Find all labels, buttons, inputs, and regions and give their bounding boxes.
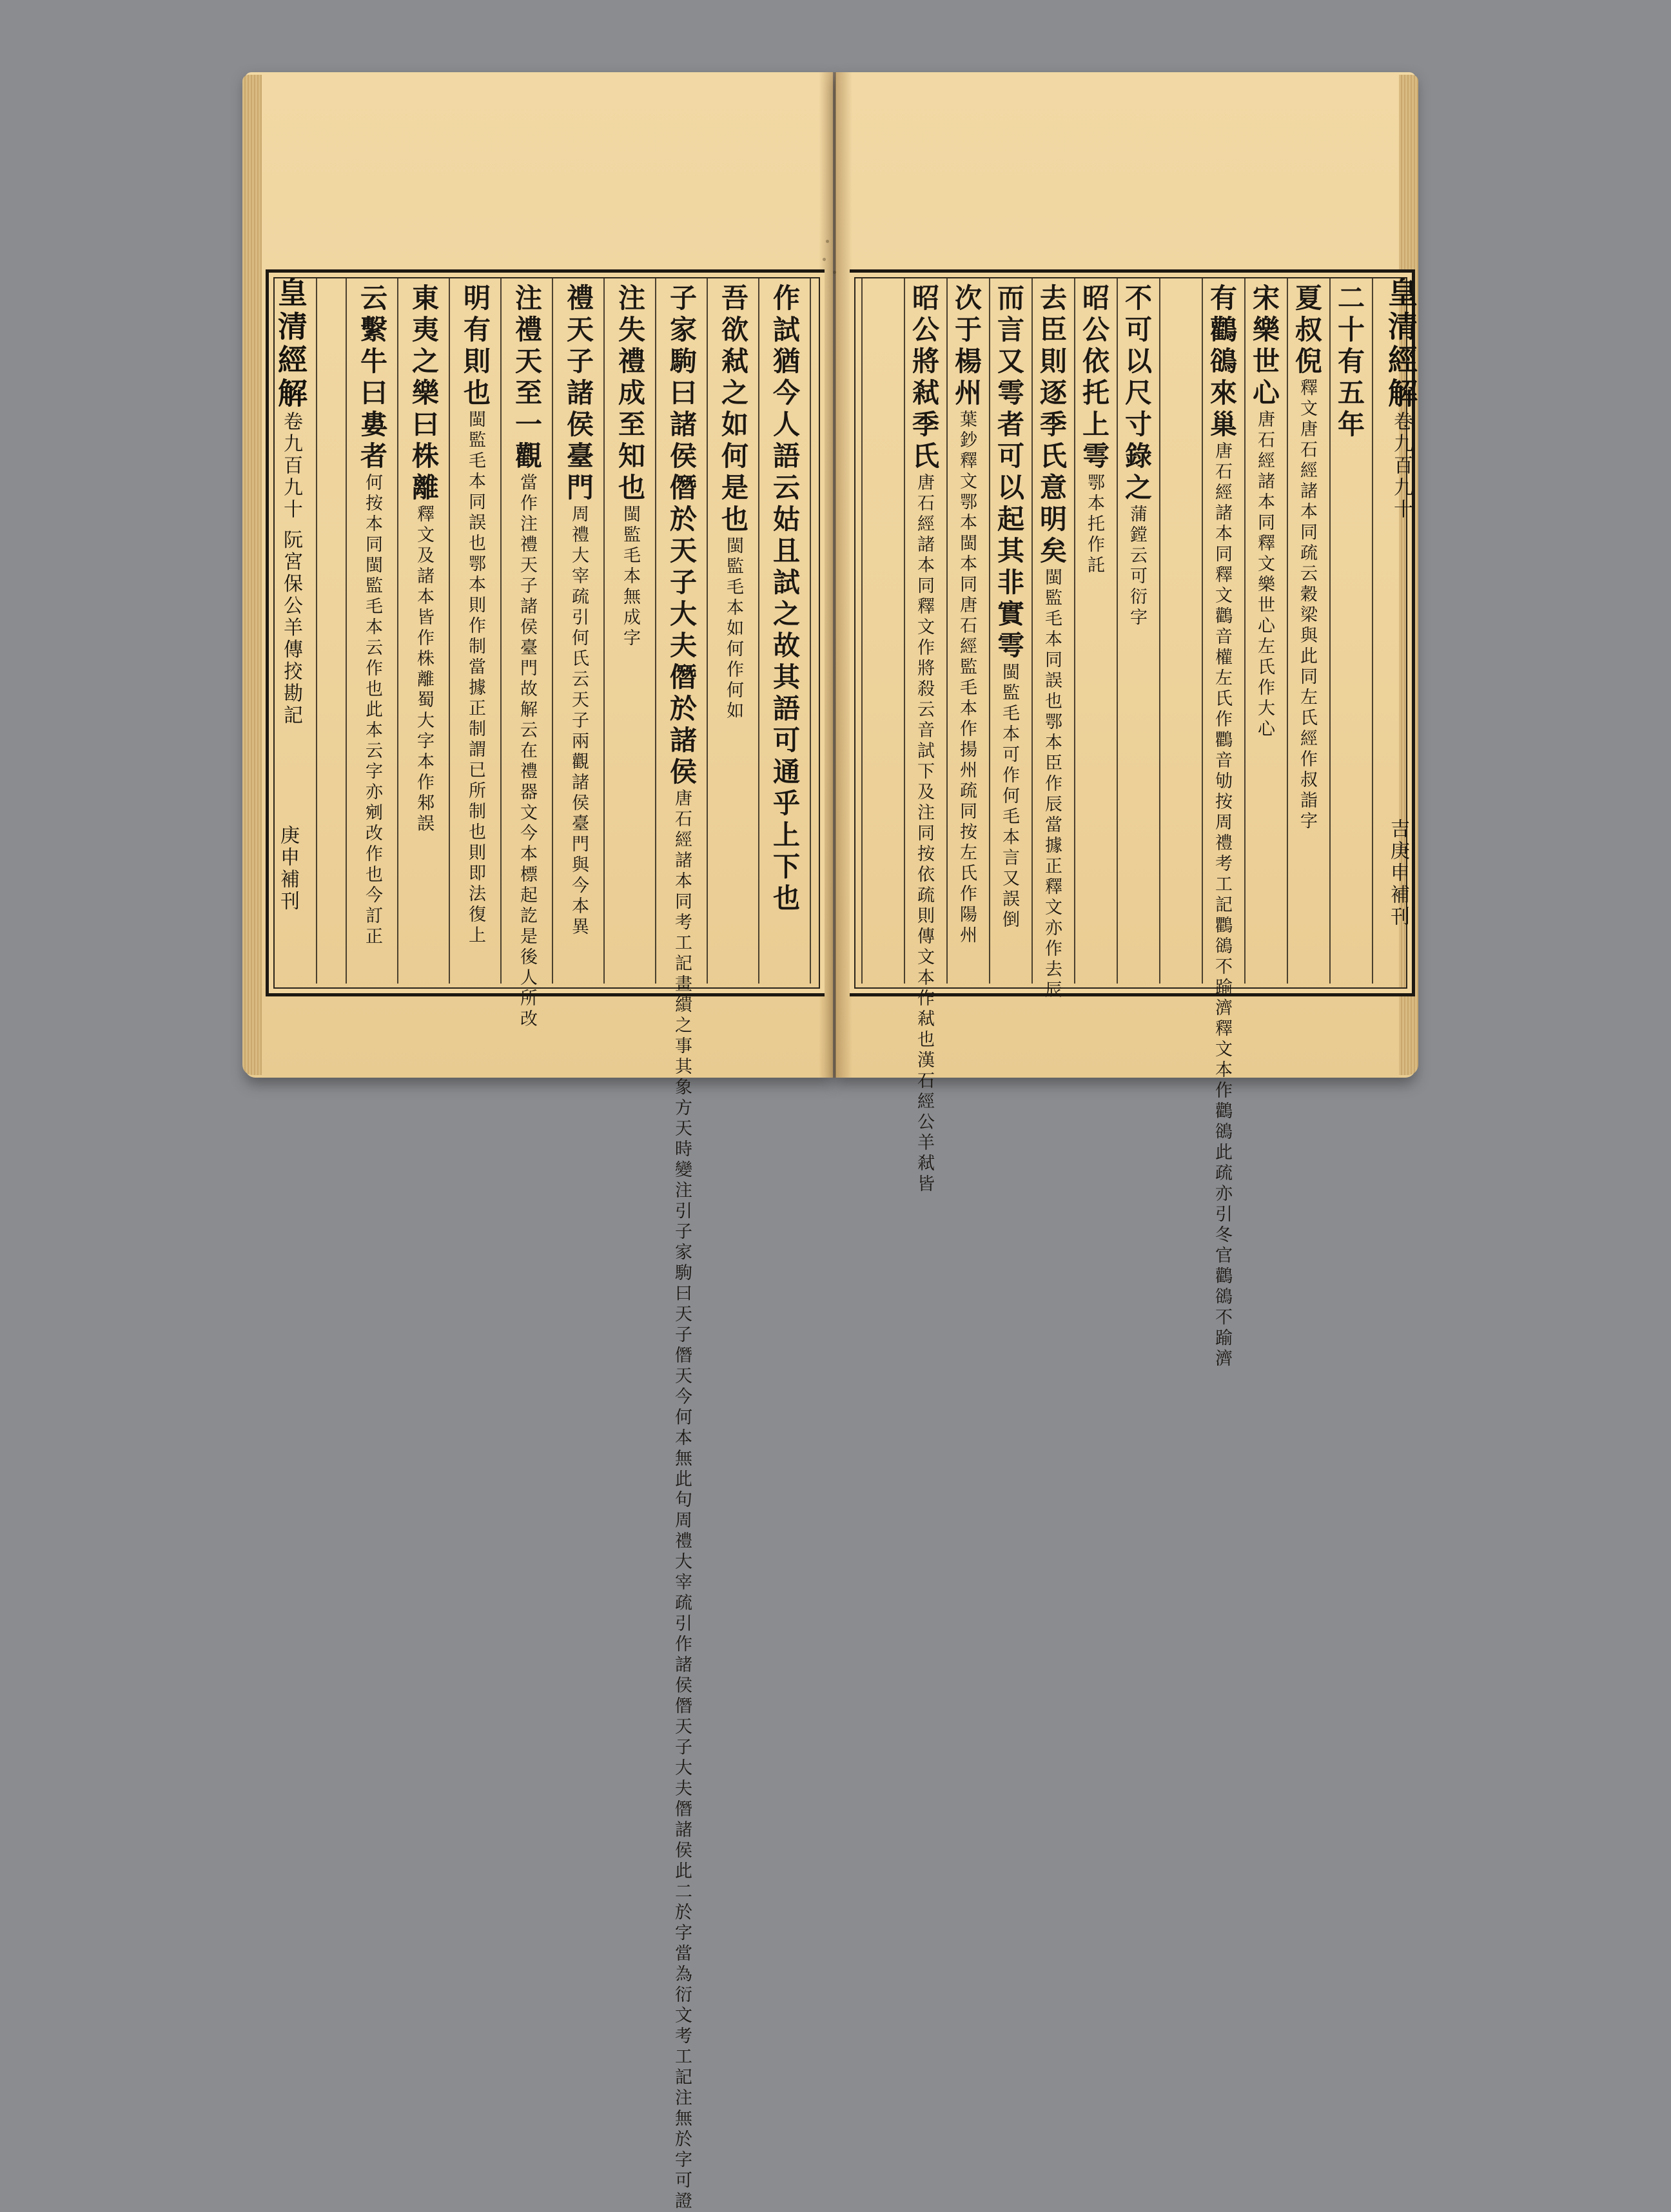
right-margin-footer [1383,819,1412,928]
column-rule [810,277,811,984]
column-rule [603,277,605,984]
left-margin-footer: 卷九百九十 阮宮保公羊傳挍勘記 [280,411,302,727]
main-text: 昭公將弒季氏 [908,284,940,473]
main-text: 夏叔倪 [1291,284,1323,378]
text-column [1251,284,1278,740]
main-text: 有鸛鵒來巢 [1206,284,1238,441]
annotation-text: 釋文唐石經諸本同疏云穀梁與此同左氏經作叔詣字 [1297,378,1317,832]
column-rule [758,277,759,984]
column-rule [1117,277,1118,984]
text-column [1336,284,1363,441]
annotation-text: 閩監毛本無成字 [620,505,640,649]
column-rule [707,277,708,984]
column-rule [1329,277,1331,984]
text-column [908,284,940,1195]
annotation-text: 閩監毛本同誤也鄂本則作制當據正制謂已所制也則即法復上 [465,410,485,946]
annotation-text: 鄂本托作託 [1084,473,1104,576]
main-text: 吾欲弒之如何是也 [718,284,749,536]
paper-speck [826,240,829,243]
text-column [511,284,543,1030]
main-text: 二十有五年 [1334,284,1365,441]
right-margin-volume: 卷九百九十 [1390,411,1412,521]
annotation-text: 唐石經諸本同釋文鸛音權左氏作鸜音劬按周禮考工記鸜鵒不踰濟釋文本作鸛鵒此疏亦引冬官鸛鵒不踰濟 [1212,441,1232,1370]
paper-speck [823,258,826,261]
main-text: 昭公依托上雩 [1079,284,1110,473]
text-column [1080,284,1108,576]
annotation-text: 唐石經諸本同釋文作將殺云音試下及注同按依疏則傳文本作弒也漢石經公羊弒皆 [914,473,934,1195]
left-page-edge [242,75,262,1075]
text-column [358,284,386,947]
column-rule [1074,277,1075,984]
left-margin-reprint-wrap [273,825,302,913]
text-column [614,284,646,649]
right-margin-book-title: 皇清經解 [1383,277,1418,411]
column-rule [989,277,990,984]
annotation-text: 閩監毛本如何作何如 [723,536,743,722]
text-column [666,284,698,2212]
column-rule [397,277,398,984]
main-text: 不可以尺寸錄之 [1121,284,1153,505]
column-rule [1244,277,1246,984]
column-rule [861,277,863,984]
column-rule [346,277,347,984]
left-margin-reprint: 庚申補刊 [277,825,299,913]
annotation-text: 唐石經諸本同釋文樂世心左氏作大心 [1255,410,1275,740]
text-column [1121,284,1153,628]
column-rule [1202,277,1203,984]
right-margin-title [1380,277,1422,521]
annotation-text: 當作注禮天子諸侯臺門故解云在禮器文今本標起訖是後人所改 [517,473,537,1030]
annotation-text: 周禮大宰疏引何氏云天子兩觀諸侯臺門與今本異 [569,505,589,938]
text-column [462,284,489,946]
annotation-text: 閩監毛本可作何毛本言又誤倒 [999,663,1019,931]
text-column [1291,284,1323,832]
main-text: 作試猶今人語云姑且試之故其語可通乎上下也 [769,284,801,915]
right-margin-number: 吉 [1387,819,1409,840]
column-rule [1031,277,1033,984]
main-text: 宋樂世心 [1249,284,1280,410]
text-column [953,284,980,946]
main-text: 東夷之樂曰株離 [408,284,440,505]
annotation-text: 閩監毛本同誤也鄂本臣作辰當據正釋文亦作去辰 [1042,568,1062,1001]
right-margin-reprint: 庚申補刊 [1387,840,1409,928]
main-text: 而言又雩者可以起其非實雩 [993,284,1025,663]
text-column [719,284,747,722]
column-rule [449,277,450,984]
main-text: 注禮天至一觀 [511,284,543,473]
column-rule [1159,277,1160,984]
column-rule [946,277,948,984]
text-column [993,284,1025,931]
column-rule [316,277,317,984]
main-text: 次于楊州 [951,284,982,410]
main-text: 明有則也 [460,284,491,410]
column-rule [1287,277,1288,984]
annotation-text: 釋文及諸本皆作株離蜀大字本作邾誤 [414,505,434,835]
left-margin-book-title: 皇清經解 [273,277,308,411]
text-column [408,284,440,835]
main-text: 注失禮成至知也 [614,284,646,505]
annotation-text: 蒲鏜云可衍字 [1127,505,1147,628]
text-column [565,284,592,938]
annotation-text: 唐石經諸本同考工記畫繢之事其象方天時變注引子家駒曰天子僭天今何本無此句周禮大宰疏引作諸侯僭天子大夫僭諸侯此二於字當為衍文考工記注無於字可證 [672,789,692,2212]
text-column [1036,284,1068,1001]
column-rule [552,277,553,984]
column-rule [500,277,502,984]
column-rule [1372,277,1373,984]
main-text: 禮天子諸侯臺門 [563,284,594,505]
text-column [769,284,801,915]
annotation-text: 何按本同閩監毛本云作也此本云字亦剜改作也今訂正 [362,473,382,947]
left-margin-title [269,277,312,727]
main-text: 子家駒曰諸侯僭於天子大夫僭於諸侯 [666,284,698,789]
column-rule [655,277,656,984]
column-rule [904,277,905,984]
main-text: 去臣則逐季氏意明矣 [1036,284,1068,568]
paper-speck [833,271,836,274]
main-text: 云繫牛曰婁者 [357,284,388,473]
annotation-text: 葉鈔釋文鄂本閩本同唐石經監毛本作揚州疏同按左氏作陽州 [957,410,977,946]
text-column [1206,284,1238,1370]
